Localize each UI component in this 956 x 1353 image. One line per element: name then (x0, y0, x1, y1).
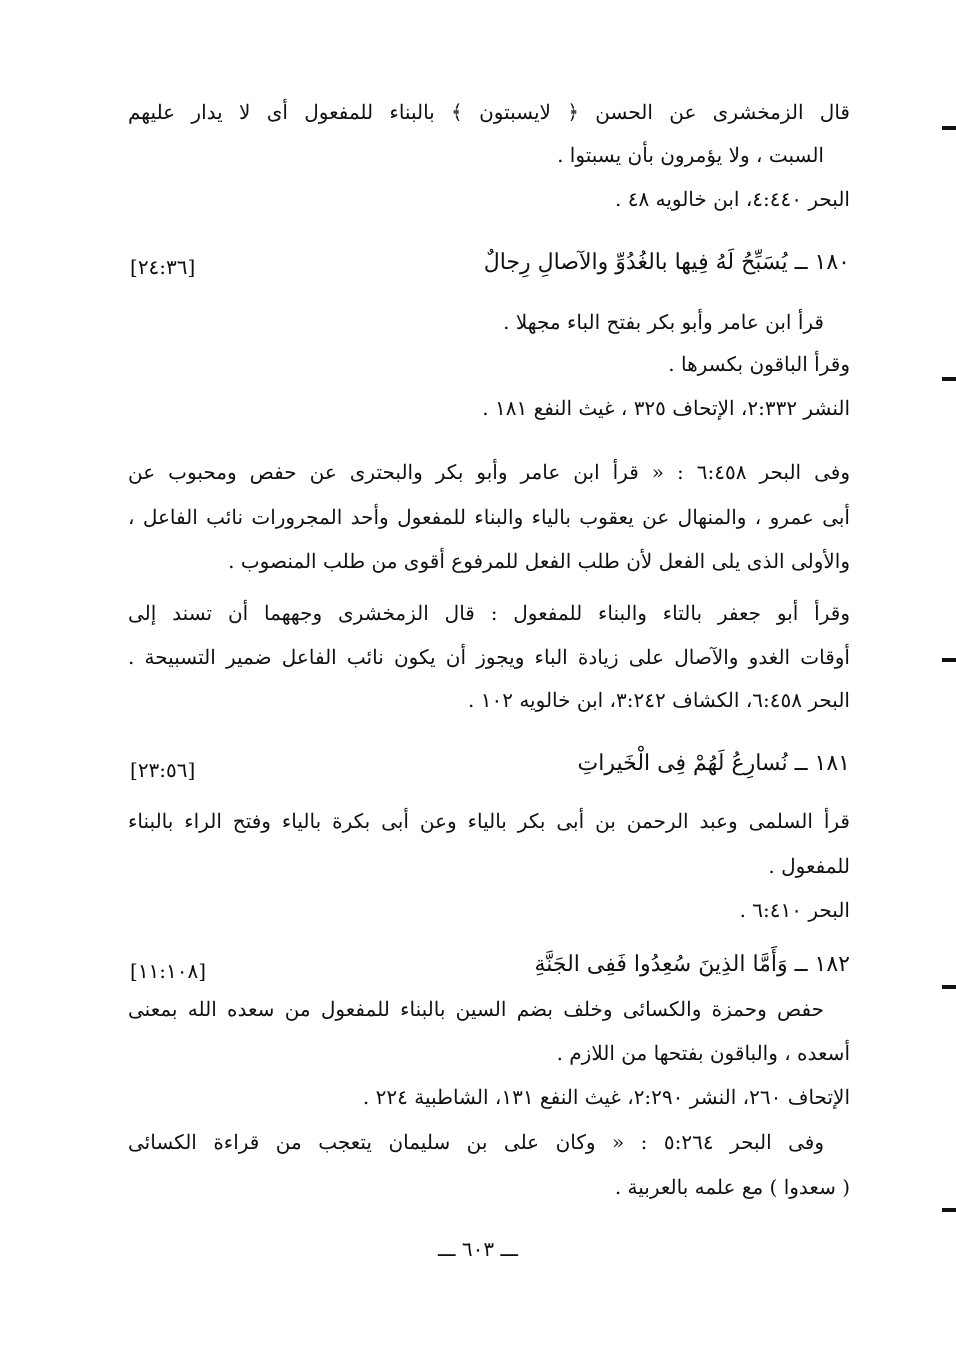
verse-reference-182: [١١:١٠٨] (130, 959, 207, 983)
entry-heading-182: ١٨٢ ــ وَأَمَّا الذِينَ سُعِدُوا فَفِى الجَنَّةِ (534, 952, 850, 977)
text-line: للمفعول . (768, 854, 850, 878)
verse-reference-181: [٢٣:٥٦] (130, 758, 196, 782)
text-line: حفص وحمزة والكسائى وخلف بضم السين بالبناء للمفعول من سعده الله بمعنى (128, 997, 824, 1021)
text-line: قال الزمخشرى عن الحسن ﴿ لايسبتون ﴾ بالبناء للمفعول أى لا يدار عليهم (128, 100, 850, 124)
text-line: وقرأ أبو جعفر بالتاء والبناء للمفعول : قال الزمخشرى وجههما أن تسند إلى (128, 601, 850, 625)
margin-mark (942, 985, 956, 989)
verse-reference-180: [٢٤:٣٦] (130, 255, 196, 279)
text-line: وفى البحر ٦:٤٥٨ : « قرأ ابن عامر وأبو بكر والبحترى عن حفص ومحبوب عن (128, 460, 851, 484)
reference-line: البحر ٤:٤٤٠، ابن خالويه ٤٨ . (615, 187, 850, 211)
reference-line: الإتحاف ٢٦٠، النشر ٢:٢٩٠، غيث النفع ١٣١، الشاطبية ٢٢٤ . (362, 1085, 850, 1109)
entry-heading-180: ١٨٠ ــ يُسَبِّحُ لَهُ فِيها بالغُدُوِّ والآصالِ رِجالٌ (483, 250, 850, 275)
text-line: أوقات الغدو والآصال على زيادة الباء ويجوز أن يكون نائب الفاعل ضمير التسبيحة . (128, 645, 850, 669)
margin-mark (942, 658, 956, 662)
margin-mark (942, 126, 956, 130)
text-line: أبى عمرو ، والمنهال عن يعقوب بالياء والبناء للمفعول وأحد المجرورات نائب الفاعل ، (128, 505, 850, 529)
reference-line: البحر ٦:٤٥٨، الكشاف ٣:٢٤٢، ابن خالويه ١٠٢ . (468, 688, 850, 712)
margin-mark (942, 1208, 956, 1212)
text-line: السبت ، ولا يؤمرون بأن يسبتوا . (557, 143, 824, 167)
reference-line: البحر ٦:٤١٠ . (739, 898, 850, 922)
text-line: قرأ ابن عامر وأبو بكر بفتح الباء مجهلا . (503, 310, 824, 334)
text-line: ( سعدوا ) مع علمه بالعربية . (614, 1175, 850, 1199)
reference-line: النشر ٢:٣٣٢، الإتحاف ٣٢٥ ، غيث النفع ١٨١ . (482, 396, 850, 420)
text-line: وفى البحر ٥:٢٦٤ : « وكان على بن سليمان يتعجب من قراءة الكسائى (128, 1130, 824, 1154)
margin-mark (942, 377, 956, 381)
text-line: وقرأ الباقون بكسرها . (668, 352, 850, 376)
text-line: أسعده ، والباقون بفتحها من اللازم . (556, 1041, 850, 1065)
text-line: والأولى الذى يلى الفعل لأن طلب الفعل للمرفوع أقوى من طلب المنصوب . (228, 549, 850, 573)
entry-heading-181: ١٨١ ــ نُسارِعُ لَهُمْ فِى الْخَيراتِ (577, 751, 850, 776)
page-number: ـــ ٦٠٣ ـــ (437, 1237, 519, 1261)
text-line: قرأ السلمى وعبد الرحمن بن أبى بكر بالياء وعن أبى بكرة بالياء وفتح الراء بالبناء (128, 809, 850, 833)
